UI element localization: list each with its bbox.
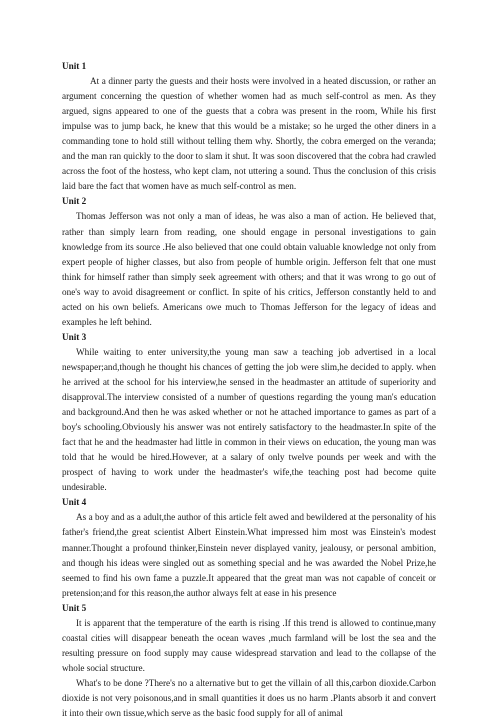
unit-4 [62,495,436,600]
unit-heading: Unit 5 [62,602,87,613]
unit-heading: Unit 4 [62,497,87,508]
document-body [62,59,436,721]
unit-paragraph: As a boy and as a adult,the author of this article felt awed and bewildered at the personality of his father's friend,the great scientist Albert Einstein.What impressed him most was Einstein's modest manner.Thought a profound thinker,Einstein never displayed vanity, jealousy, or personal ambition, and though his ideas were singled out as something special and he was awarded the Nobel Prize,he seemed to find his own fame a puzzle.It appeared that the great man was not capable of conceit or pretension;and for this reason,the author always felt at ease in his presence [62,512,436,598]
unit-2 [62,194,436,329]
unit-5 [62,601,436,721]
unit-heading: Unit 3 [62,331,87,342]
unit-1 [62,59,436,194]
unit-heading: Unit 2 [62,196,87,207]
unit-paragraph: At a dinner party the guests and their hosts were involved in a heated discussion, or rather an argument concerning the question of whether women had as much self-control as men. As they argued, signs appeared to one of the guests that a cobra was present in the room, While his first impulse was to jump back, he knew that this would be a mistake; so he urged the other diners in a commanding tone to hold still without telling them why. Shortly, the cobra emerged on the veranda; and the man ran quickly to the door to slam it shut. It was soon discovered that the cobra had crawled across the foot of the hostess, who kept clam, not uttering a sound. Thus the conclusion of this crisis laid bare the fact that women have as much self-control as men. [62,76,436,192]
unit-paragraph: Thomas Jefferson was not only a man of ideas, he was also a man of action. He believed that, rather than simply learn from reading, one should engage in personal investigations to gain knowledge from its source .He also believed that one could obtain valuable knowledge not only from expert people of higher classes, but also from people of humble origin. Jefferson felt that one must think for himself rather than simply seek agreement with others; and that it was wrong to go out of one's way to avoid disagreement or conflict. In spite of his critics, Jefferson constantly held to and acted on his own beliefs. Americans owe much to Thomas Jefferson for the legacy of ideas and examples he left behind. [62,211,436,327]
unit-paragraph: While waiting to enter university,the young man saw a teaching job advertised in a local newspaper;and,though he thought his chances of getting the job were slim,he decided to apply. when he arrived at the school for his interview,he sensed in the headmaster an attitude of superiority and disapproval.The interview consisted of a number of questions regarding the young man's education and background.And then he was asked whether or not he attached importance to games as part of a boy's schooling.Obviously his answer was not entirely satisfactory to the headmaster.In spite of the fact that he and the headmaster had little in common in their views on education, the young man was told that he would be hired.However, at a salary of only twelve pounds per week and with the prospect of having to work under the headmaster's wife,the teaching post had become quite undesirable. [62,346,436,493]
unit-paragraph: It is apparent that the temperature of the earth is rising .If this trend is allowed to continue,many coastal cities will disappear beneath the ocean waves ,much farmland will be lost the sea and the resulting pressure on food supply may cause widespread starvation and lead to the collapse of the whole social structure. [62,617,436,673]
unit-paragraph: What's to be done ?There's no a alternative but to get the villain of all this,carbon dioxide.Carbon dioxide is not very poisonous,and in small quantities it does us no harm .Plants absorb it and convert it into their own tissue,which serve as the basic food supply for all of animal [62,677,436,719]
unit-3 [62,330,436,496]
unit-heading: Unit 1 [62,61,87,71]
